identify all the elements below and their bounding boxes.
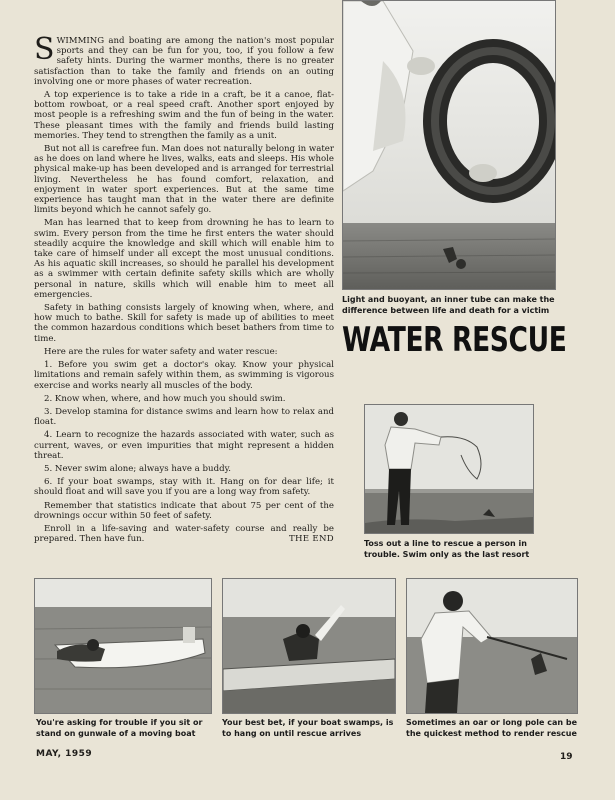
page-title: WATER RESCUE [342, 320, 567, 360]
safety-rule-1: 1. Before you swim get a doctor's okay. Know your physical limitations and remain safely within them, as swimming is vigorous exercise and works nearly all muscles of the body. [34, 360, 334, 391]
safety-rule-2: 2. Know when, where, and how much you should swim. [44, 393, 286, 404]
toss-line-caption: Toss out a line to rescue a person in trouble. Swim only as the last resort [364, 539, 530, 559]
toss-line-photo-graphic [365, 405, 533, 533]
inner-tube-photo [342, 0, 556, 290]
gunwale-photo [34, 578, 212, 714]
inner-tube-caption: Light and buoyant, an inner tube can make the difference between life and death for a victim [342, 295, 555, 315]
the-end-mark: THE END [288, 534, 334, 545]
toss-line-photo [364, 404, 534, 534]
drop-cap: S [34, 32, 55, 67]
article-paragraph: Safety in bathing consists largely of knowing when, where, and how much to bathe. Skill for safety is made up of abilities to meet the common hazardous conditions which beset bathers from time to time. [34, 303, 334, 344]
article-paragraph: But not all is carefree fun. Man does not naturally belong in water as he does on land where he lives, walks, eats and sleeps. His whole physical make-up has been developed and is arranged for terrestrial living. Nevertheless he has found comfort, relaxation, and enjoyment in water sport experiences. But at the same time experience has taught man that in the water there are definite limits beyond which he cannot safely go. [34, 144, 334, 216]
oar-rescue-photo-graphic [407, 579, 577, 713]
article-paragraph: Remember that statistics indicate that about 75 per cent of the drownings occur within 50 feet of safety. [34, 500, 334, 521]
article-paragraph: Here are the rules for water safety and water rescue: [44, 346, 278, 357]
gunwale-photo-graphic [35, 579, 211, 713]
article-paragraph-1: SWIMMING and boating are among the nation's most popular sports and they can be fun for you, too, if you follow a few safety hints. During the warmer months, there is no greater satisfaction than to take the family and friends on an outing involving one or more phases of water recreation. [34, 32, 334, 87]
swamped-boat-photo [222, 578, 396, 714]
gunwale-caption: You're asking for trouble if you sit or stand on gunwale of a moving boat [36, 718, 203, 738]
page-number: 19 [560, 752, 573, 762]
safety-rule-6: 6. If your boat swamps, stay with it. Hang on for dear life; it should float and will save you if you are a long way from safety. [34, 477, 334, 498]
swamped-boat-caption: Your best bet, if your boat swamps, is to hang on until rescue arrives [222, 718, 394, 738]
oar-rescue-photo [406, 578, 578, 714]
swamped-boat-photo-graphic [223, 579, 395, 713]
safety-rule-3: 3. Develop stamina for distance swims and learn how to relax and float. [34, 406, 334, 428]
safety-rule-5: 5. Never swim alone; always have a buddy. [44, 463, 232, 474]
safety-rule-4: 4. Learn to recognize the hazards associated with water, such as current, waves, or even impurities that might represent a hidden threat. [34, 430, 334, 461]
article-paragraph: A top experience is to take a ride in a craft, be it a canoe, flat-bottom rowboat, or a real speed craft. Another sport enjoyed by most people is a refreshing swim and the fun of being in the water. These pleasant times with the family and friends build lasting memories. They tend to strengthen the family as a unit. [34, 90, 334, 141]
inner-tube-photo-graphic [343, 1, 555, 289]
article-closing-paragraph: Enroll in a life-saving and water-safety course and really be prepared. Then have fun. THE END [34, 523, 334, 545]
issue-date: MAY, 1959 [36, 749, 93, 759]
oar-rescue-caption: Sometimes an oar or long pole can be the quickest method to render rescue [406, 718, 578, 738]
article-paragraph: Man has learned that to keep from drowning he has to learn to swim. Every person from the time he first enters the water should steadily acquire the knowledge and skill which will enable him to take care of himself under all except the most unusual conditions. As his aquatic skill increases, so should he parallel his development as a swimmer with certain definite safety skills which are wholly personal in nature, skills which will enable him to meet all emergencies. [34, 218, 334, 300]
article-body [34, 32, 334, 547]
